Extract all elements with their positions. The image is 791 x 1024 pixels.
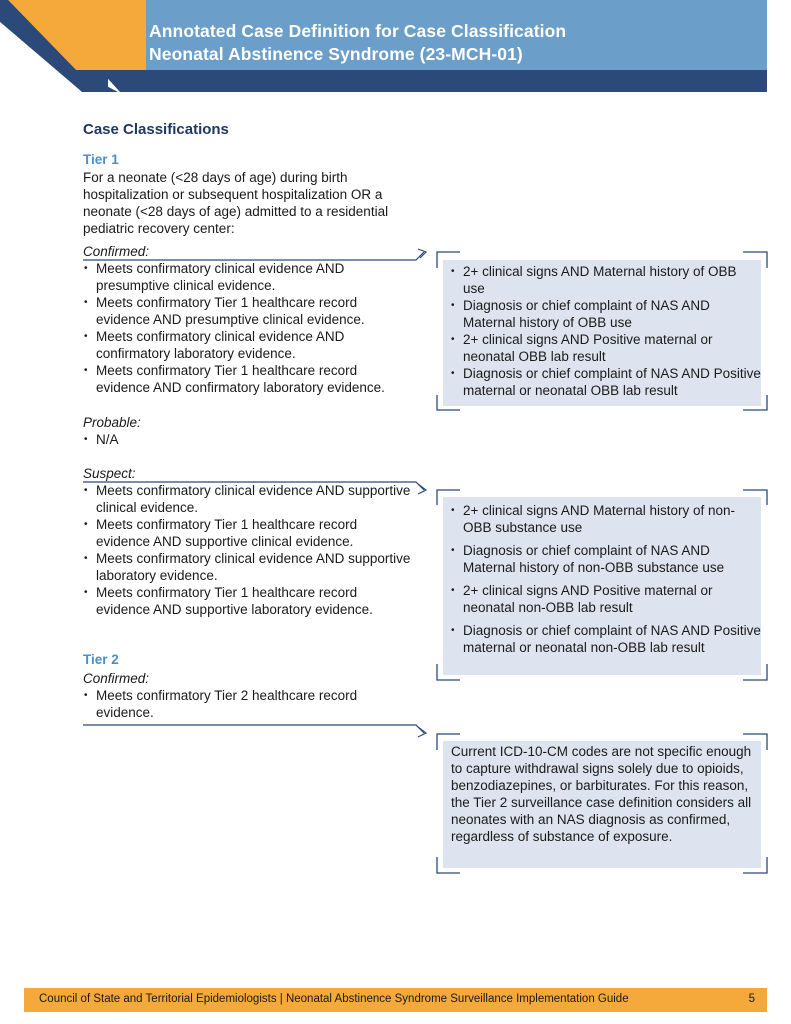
page-footer	[24, 988, 767, 1012]
section-title: Case Classifications	[83, 121, 229, 138]
list-item: • N/A	[83, 431, 413, 448]
list-item: • Meets confirmatory Tier 1 healthcare record evidence AND supportive laboratory evidence.	[83, 584, 413, 618]
list-item: • 2+ clinical signs AND Positive maternal or neonatal non-OBB lab result	[443, 582, 761, 616]
list-item: • Diagnosis or chief complaint of NAS AND Positive maternal or neonatal non-OBB lab result	[443, 622, 761, 656]
list-item: • Diagnosis or chief complaint of NAS AND Positive maternal or neonatal OBB lab result	[443, 365, 761, 399]
connector-suspect	[83, 482, 424, 490]
tier1-probable-label: Probable:	[83, 415, 141, 430]
list-item: • Diagnosis or chief complaint of NAS AND Maternal history of non-OBB substance use	[443, 542, 761, 576]
connector-confirmed	[83, 252, 424, 260]
tier1-confirmed-label: Confirmed:	[83, 244, 150, 259]
tier1-intro: For a neonate (<28 days of age) during birth hospitalization or subsequent hospitalization OR a neonate (<28 days of age) admitted to a residential pediatric recovery center:	[83, 170, 389, 236]
confirmed-criteria-box	[443, 260, 761, 406]
list-item: • Meets confirmatory Tier 1 healthcare record evidence AND presumptive clinical evidence.	[83, 294, 413, 328]
tier1-heading: Tier 1	[83, 152, 119, 167]
list-item: • 2+ clinical signs AND Maternal history of OBB use	[443, 263, 761, 297]
list-item: • 2+ clinical signs AND Positive maternal or neonatal OBB lab result	[443, 331, 761, 365]
list-item: • Meets confirmatory clinical evidence AND supportive laboratory evidence.	[83, 550, 413, 584]
tier2-note-box	[443, 741, 761, 868]
suspect-criteria-box	[443, 497, 761, 675]
page-number: 5	[748, 993, 755, 1005]
tier2-note-text: Current ICD-10-CM codes are not specific enough to capture withdrawal signs solely due to opioids, benzodiazepines, or barbiturates. For this reason, the Tier 2 surveillance case definition considers all neonates with an NAS diagnosis as confirmed, regardless of substance of exposure.	[451, 744, 752, 844]
tier2-confirmed-label: Confirmed:	[83, 671, 150, 686]
list-item: • Diagnosis or chief complaint of NAS AND Maternal history of OBB use	[443, 297, 761, 331]
document-title: Annotated Case Definition for Case Classification	[149, 21, 567, 41]
document-subtitle: Neonatal Abstinence Syndrome (23-MCH-01)	[149, 44, 523, 64]
list-item: • Meets confirmatory Tier 1 healthcare record evidence AND supportive clinical evidence.	[83, 516, 413, 550]
list-item: • Meets confirmatory Tier 1 healthcare record evidence AND confirmatory laboratory evidence.	[83, 362, 413, 396]
list-item: • 2+ clinical signs AND Maternal history of non-OBB substance use	[443, 502, 761, 536]
list-item: • Meets confirmatory clinical evidence AND supportive clinical evidence.	[83, 482, 413, 516]
connector-tier2	[83, 725, 424, 733]
tier2-heading: Tier 2	[83, 652, 119, 667]
footer-text: Council of State and Territorial Epidemiologists | Neonatal Abstinence Syndrome Surveillance Implementation Guide	[39, 993, 629, 1005]
list-item: • Meets confirmatory clinical evidence AND presumptive clinical evidence.	[83, 260, 413, 294]
list-item: • Meets confirmatory Tier 2 healthcare record evidence.	[83, 687, 383, 721]
tier1-suspect-label: Suspect:	[83, 466, 136, 481]
list-item: • Meets confirmatory clinical evidence AND confirmatory laboratory evidence.	[83, 328, 413, 362]
